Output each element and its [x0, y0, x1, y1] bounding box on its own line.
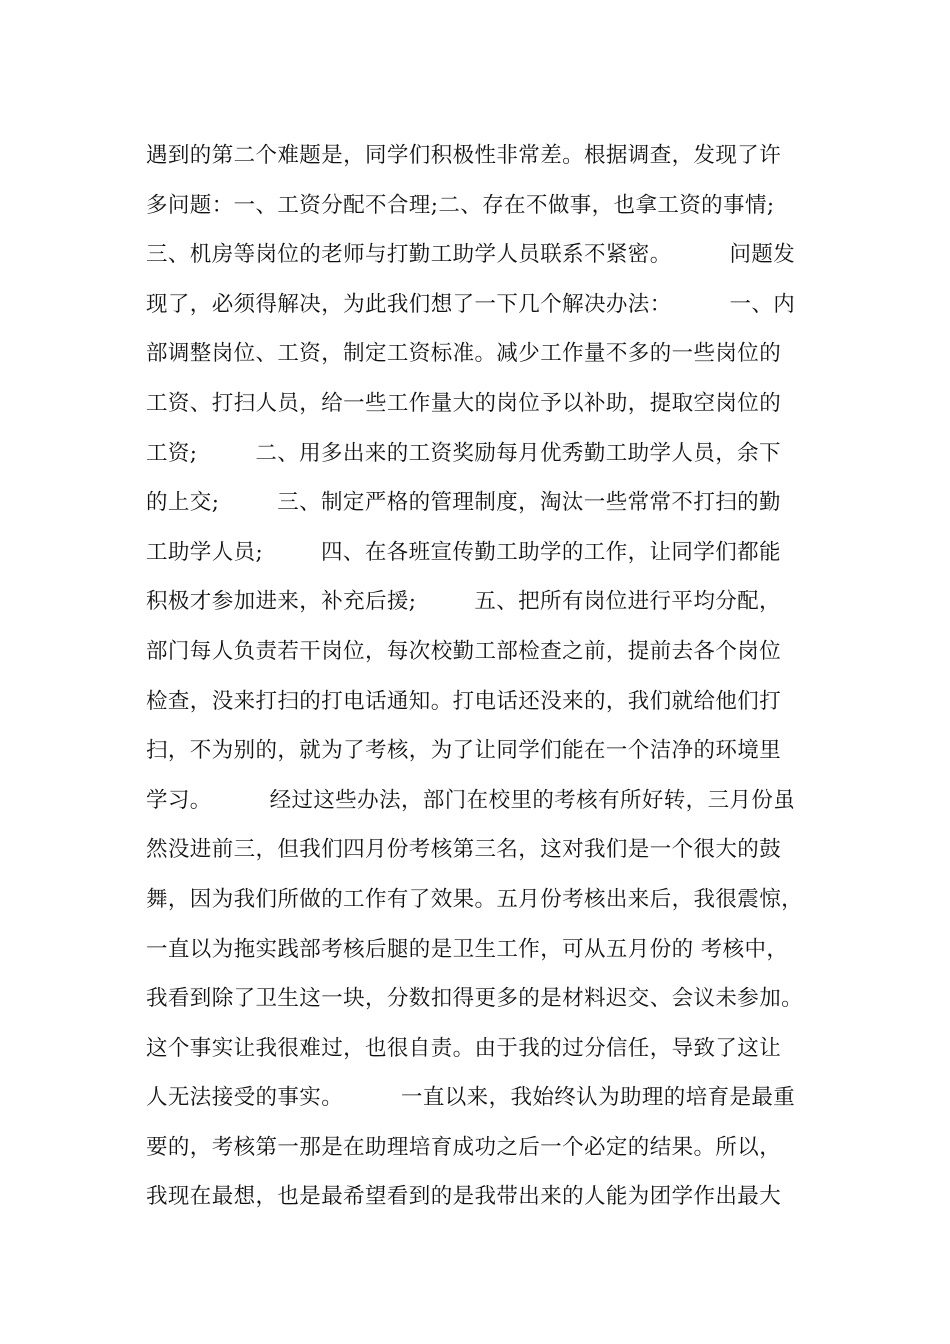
text-line: 工助学人员; 四、在各班宣传勤工助学的工作，让同学们都能 — [146, 539, 781, 565]
text-line: 舞，因为我们所做的工作有了效果。五月份考核出来后，我很震惊， — [146, 886, 804, 912]
text-line: 我现在最想，也是最希望看到的是我带出来的人能为团学作出最大 — [146, 1184, 782, 1210]
text-line: 一直以为拖实践部考核后腿的是卫生工作，可从五月份的 考核中， — [146, 936, 789, 962]
body-text — [146, 131, 826, 1222]
text-line: 我看到除了卫生这一块，分数扣得更多的是材料迟交、会议未参加。 — [146, 986, 804, 1012]
text-line: 这个事实让我很难过，也很自责。由于我的过分信任，导致了这让 — [146, 1035, 782, 1061]
text-line: 的上交; 三、制定严格的管理制度，淘汰一些常常不打扫的勤 — [146, 490, 781, 516]
text-line: 然没进前三，但我们四月份考核第三名，这对我们是一个很大的鼓 — [146, 837, 782, 863]
text-line: 人无法接受的事实。 一直以来，我始终认为助理的培育是最重 — [146, 1085, 796, 1111]
text-line: 积极才参加进来，补充后援; 五、把所有岗位进行平均分配， — [146, 589, 781, 615]
text-line: 遇到的第二个难题是，同学们积极性非常差。根据调查，发现了许 — [146, 143, 782, 168]
text-line: 学习。 经过这些办法，部门在校里的考核有所好转，三月份虽 — [146, 787, 796, 813]
text-line: 工资、打扫人员，给一些工作量大的岗位予以补助，提取空岗位的 — [146, 390, 782, 416]
text-line: 部调整岗位、工资，制定工资标准。减少工作量不多的一些岗位的 — [146, 341, 782, 367]
text-line: 多问题：一、工资分配不合理;二、存在不做事，也拿工资的事情; — [146, 192, 775, 218]
text-line: 部门每人负责若干岗位，每次校勤工部检查之前，提前去各个岗位 — [146, 638, 782, 664]
text-line: 现了，必须得解决，为此我们想了一下几个解决办法： 一、内 — [146, 291, 796, 317]
text-line: 扫，不为别的，就为了考核，为了让同学们能在一个洁净的环境里 — [146, 738, 782, 764]
text-line: 检查，没来打扫的打电话通知。打电话还没来的，我们就给他们打 — [146, 688, 782, 714]
text-line: 要的，考核第一那是在助理培育成功之后一个必定的结果。所以， — [146, 1134, 782, 1160]
text-line: 工资; 二、用多出来的工资奖励每月优秀勤工助学人员，余下 — [146, 440, 781, 466]
text-line: 三、机房等岗位的老师与打勤工助学人员联系不紧密。 问题发 — [146, 242, 796, 268]
